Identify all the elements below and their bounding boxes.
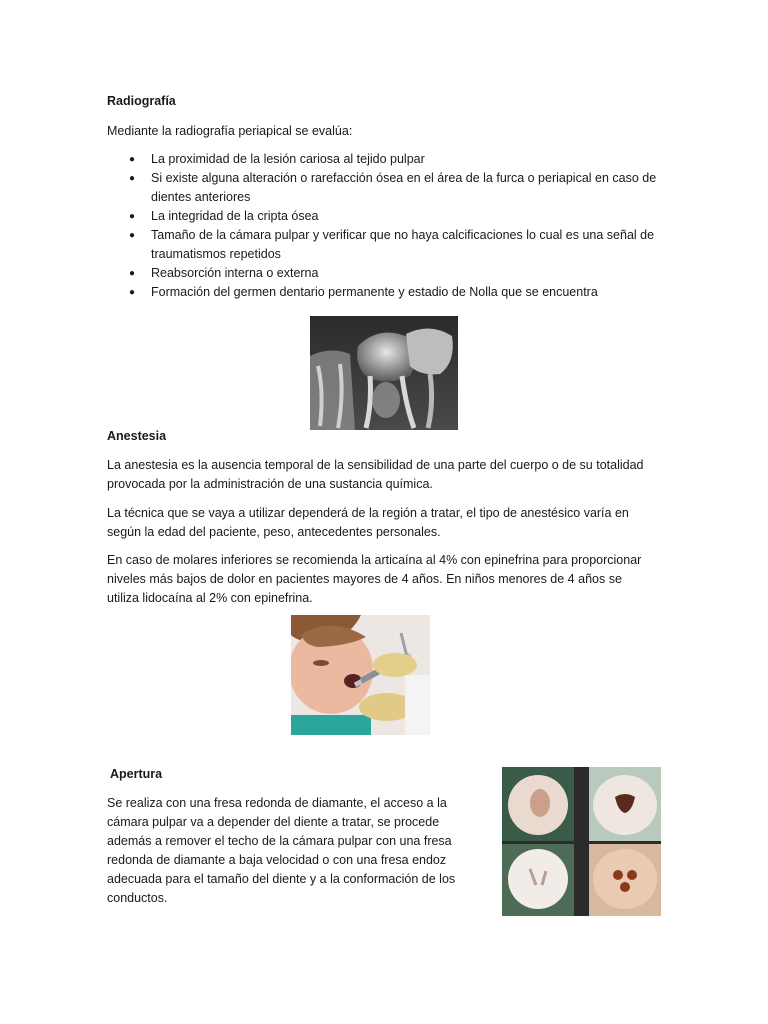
anestesia-heading: Anestesia: [107, 429, 167, 443]
apertura-heading: Apertura: [110, 767, 163, 781]
radiografia-list: [107, 150, 667, 302]
apertura-paragraph: Se realiza con una fresa redonda de diamante, el acceso a la cámara pulpar va a depender del diente a tratar, se procede además a remover el techo de la cámara pulpar con una fresa redonda de diamante a baja velocidad o con una fresa endoz adecuada para el tamaño del diente y a la conformación de los conductos.: [107, 796, 456, 905]
anestesia-paragraph-2: La técnica que se vaya a utilizar dependerá de la región a tratar, el tipo de anestésico varía en según la edad del paciente, peso, antecedentes personales.: [107, 506, 629, 539]
periapical-xray-image: [310, 316, 458, 430]
radiografia-heading: Radiografía: [107, 94, 176, 108]
list-item: ● Si existe alguna alteración o rarefacción ósea en el área de la furca o periapical en caso de dientes anteriores: [107, 169, 667, 207]
list-item: ● La proximidad de la lesión cariosa al tejido pulpar: [107, 150, 667, 169]
radiografia-intro: Mediante la radiografía periapical se evalúa:: [107, 124, 353, 138]
child-anesthesia-photo: [291, 615, 430, 735]
anestesia-paragraph-1: La anestesia es la ausencia temporal de la sensibilidad de una parte del cuerpo o de su totalidad provocada por la administración de una sustancia química.: [107, 458, 644, 491]
list-item: ● Reabsorción interna o externa: [107, 264, 667, 283]
tooth-access-collage: [502, 767, 661, 916]
list-item: ● Tamaño de la cámara pulpar y verificar que no haya calcificaciones lo cual es una señal de traumatismos repetidos: [107, 226, 667, 264]
anestesia-paragraph-3: En caso de molares inferiores se recomienda la articaína al 4% con epinefrina para proporcionar niveles más bajos de dolor en pacientes mayores de 4 años. En niños menores de 4 años se utiliza lidocaína al 2% con epinefrina.: [107, 553, 642, 605]
list-item: ● La integridad de la cripta ósea: [107, 207, 667, 226]
list-item: ● Formación del germen dentario permanente y estadio de Nolla que se encuentra: [107, 283, 667, 302]
